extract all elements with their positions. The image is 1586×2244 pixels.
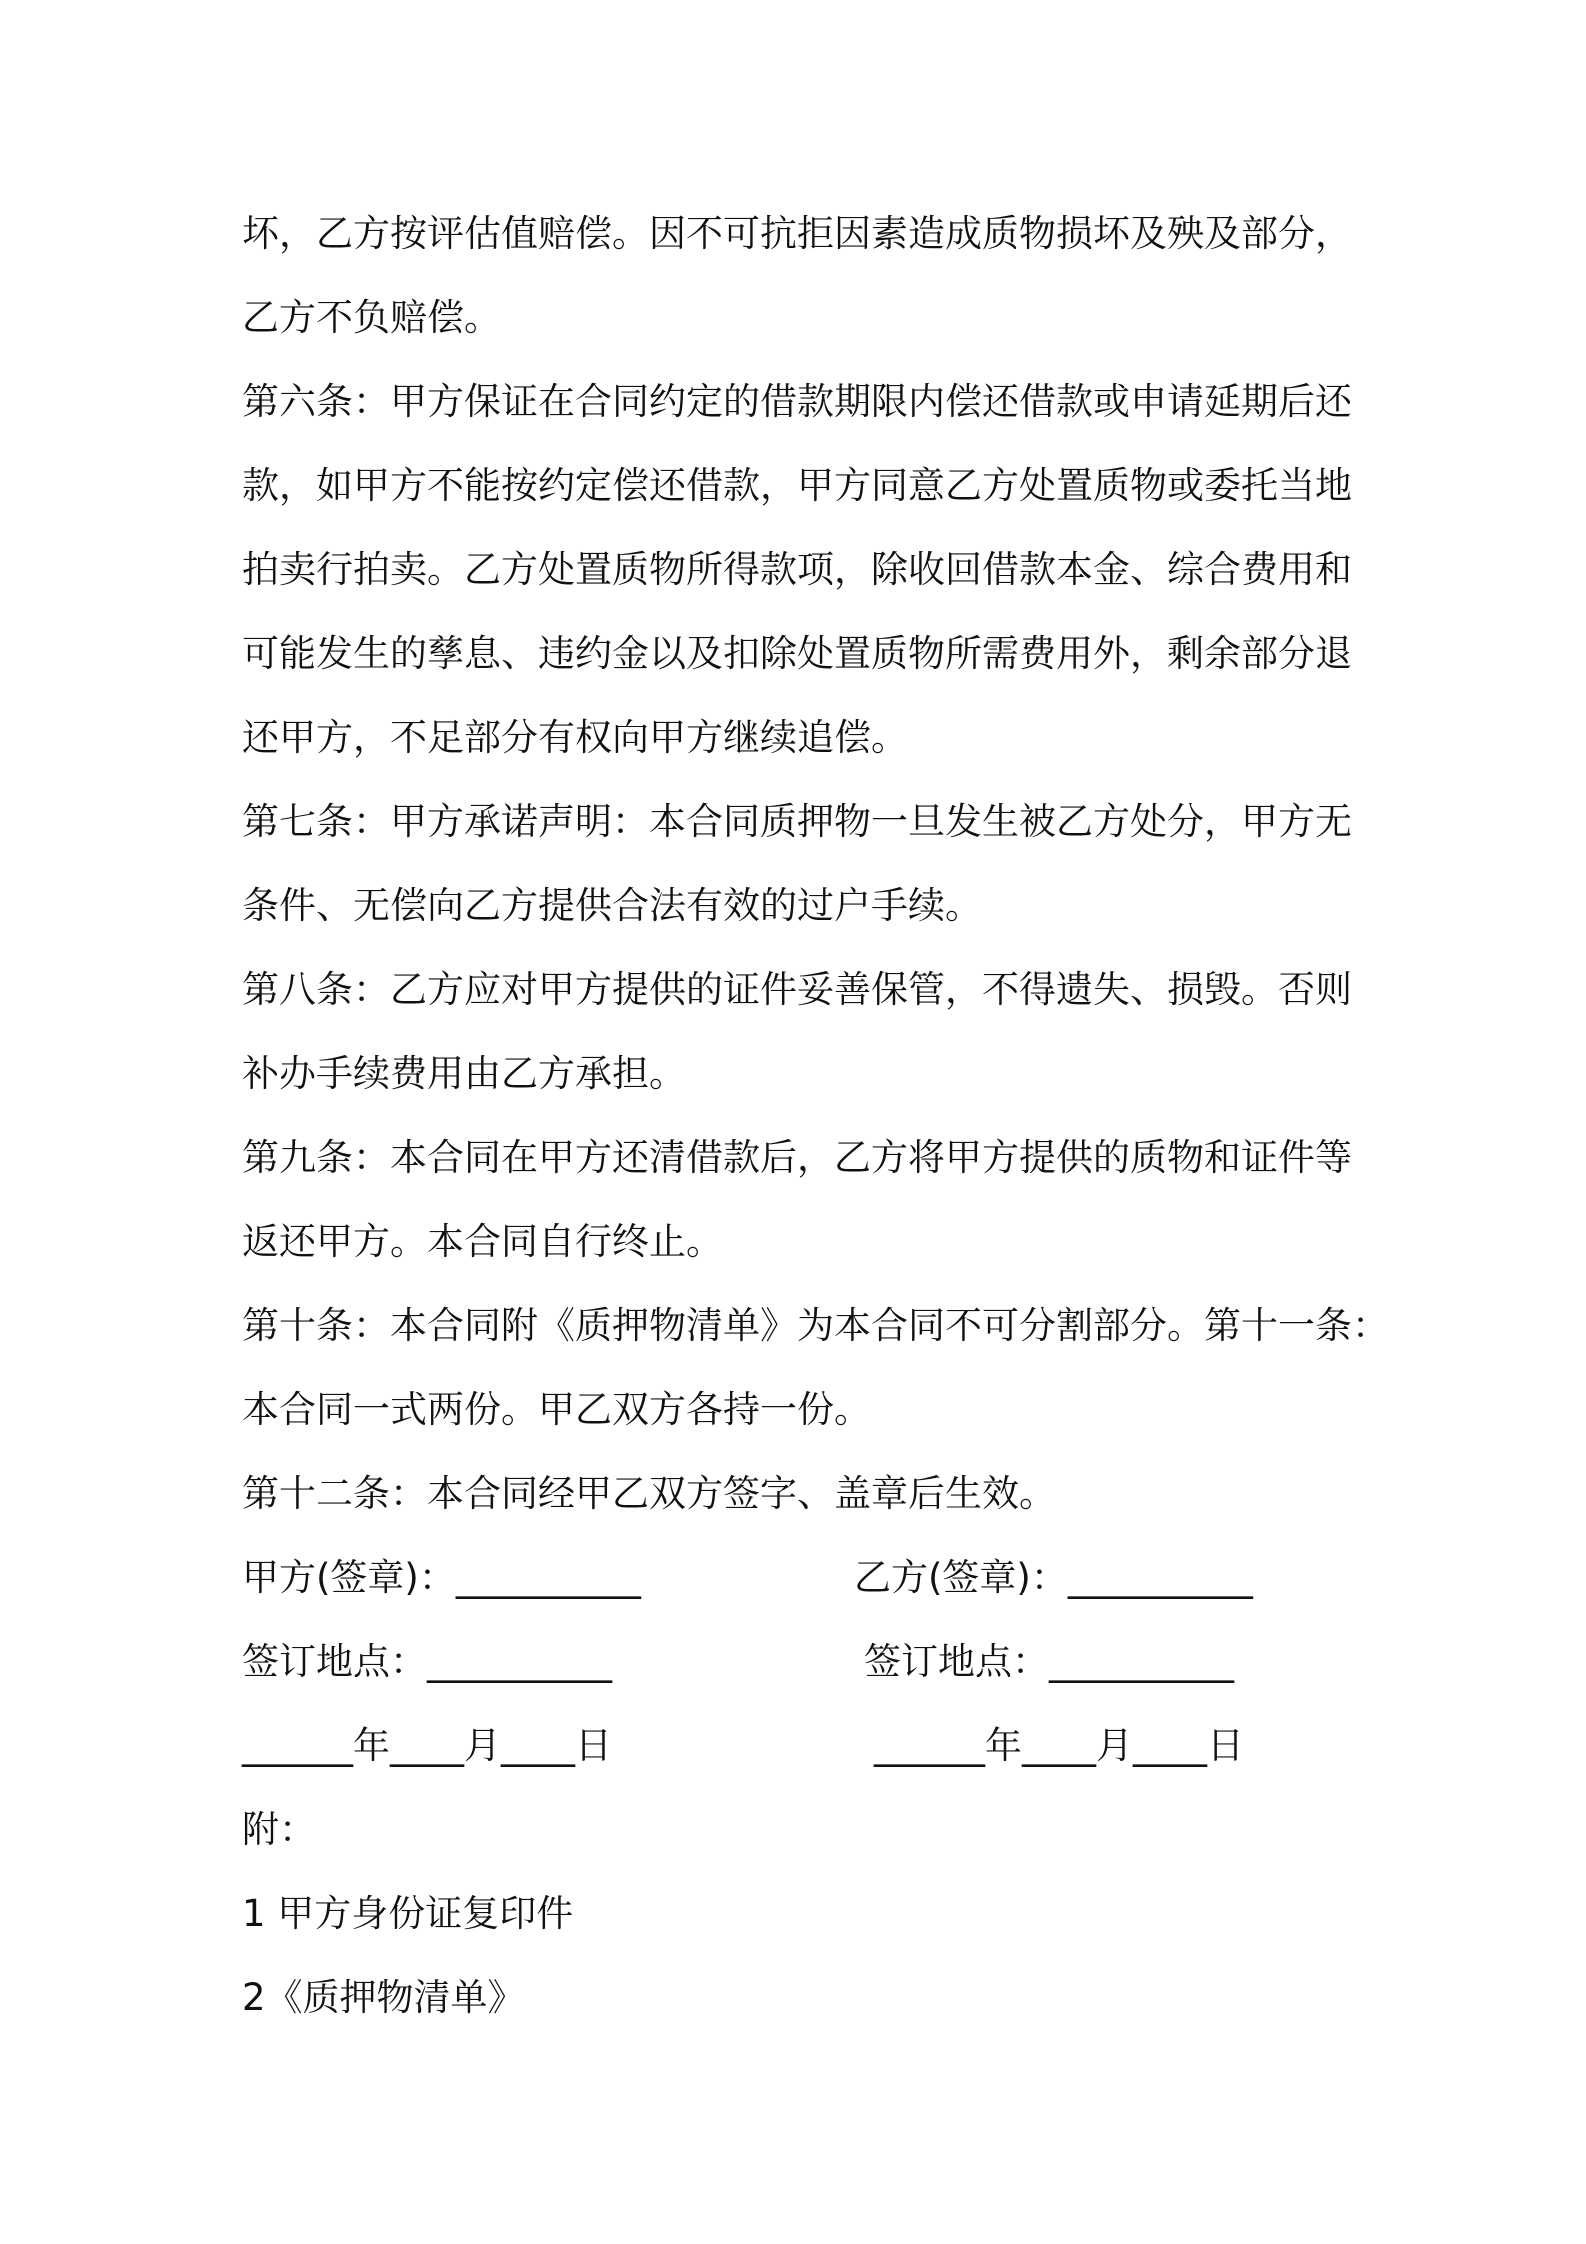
article-6-line-3: 拍卖行拍卖。乙方处置质物所得款项，除收回借款本金、综合费用和 (242, 548, 1352, 591)
body-line-2: 乙方不负赔偿。 (242, 296, 501, 339)
article-6-line-5: 还甲方，不足部分有权向甲方继续追偿。 (242, 716, 908, 759)
party-b-date: ______年____月____日 (874, 1724, 1244, 1767)
party-a-place: 签订地点：__________ (242, 1640, 612, 1683)
attachments-heading: 附： (242, 1808, 316, 1851)
article-10-11-line-1: 第十条：本合同附《质押物清单》为本合同不可分割部分。第十一条： (242, 1304, 1389, 1347)
party-b-place: 签订地点：__________ (864, 1640, 1234, 1683)
party-a-date: ______年____月____日 (242, 1724, 612, 1767)
article-6-line-2: 款，如甲方不能按约定偿还借款，甲方同意乙方处置质物或委托当地 (242, 464, 1352, 507)
article-8-line-1: 第八条：乙方应对甲方提供的证件妥善保管，不得遗失、损毁。否则 (242, 968, 1352, 1011)
contract-text (242, 192, 1389, 2040)
article-12-line: 第十二条：本合同经甲乙双方签字、盖章后生效。 (242, 1472, 1056, 1515)
attachment-item-1: 1 甲方身份证复印件 (242, 1892, 574, 1935)
party-a-seal: 甲方(签章)：__________ (242, 1556, 641, 1599)
date-row (242, 1704, 1362, 1788)
place-row (242, 1620, 1362, 1704)
article-9-line-2: 返还甲方。本合同自行终止。 (242, 1220, 723, 1263)
article-7-line-1: 第七条：甲方承诺声明：本合同质押物一旦发生被乙方处分，甲方无 (242, 800, 1352, 843)
article-6-line-1: 第六条：甲方保证在合同约定的借款期限内偿还借款或申请延期后还 (242, 380, 1352, 423)
article-9-line-1: 第九条：本合同在甲方还清借款后，乙方将甲方提供的质物和证件等 (242, 1136, 1352, 1179)
attachment-item-2: 2《质押物清单》 (242, 1976, 525, 2019)
article-7-line-2: 条件、无偿向乙方提供合法有效的过户手续。 (242, 884, 982, 927)
body-line-1: 坏，乙方按评估值赔偿。因不可抗拒因素造成质物损坏及殃及部分， (242, 212, 1352, 255)
seal-row (242, 1536, 1362, 1620)
article-6-line-4: 可能发生的孳息、违约金以及扣除处置质物所需费用外，剩余部分退 (242, 632, 1352, 675)
article-8-line-2: 补办手续费用由乙方承担。 (242, 1052, 686, 1095)
party-b-seal: 乙方(签章)：__________ (854, 1556, 1253, 1599)
article-11-line-2: 本合同一式两份。甲乙双方各持一份。 (242, 1388, 871, 1431)
